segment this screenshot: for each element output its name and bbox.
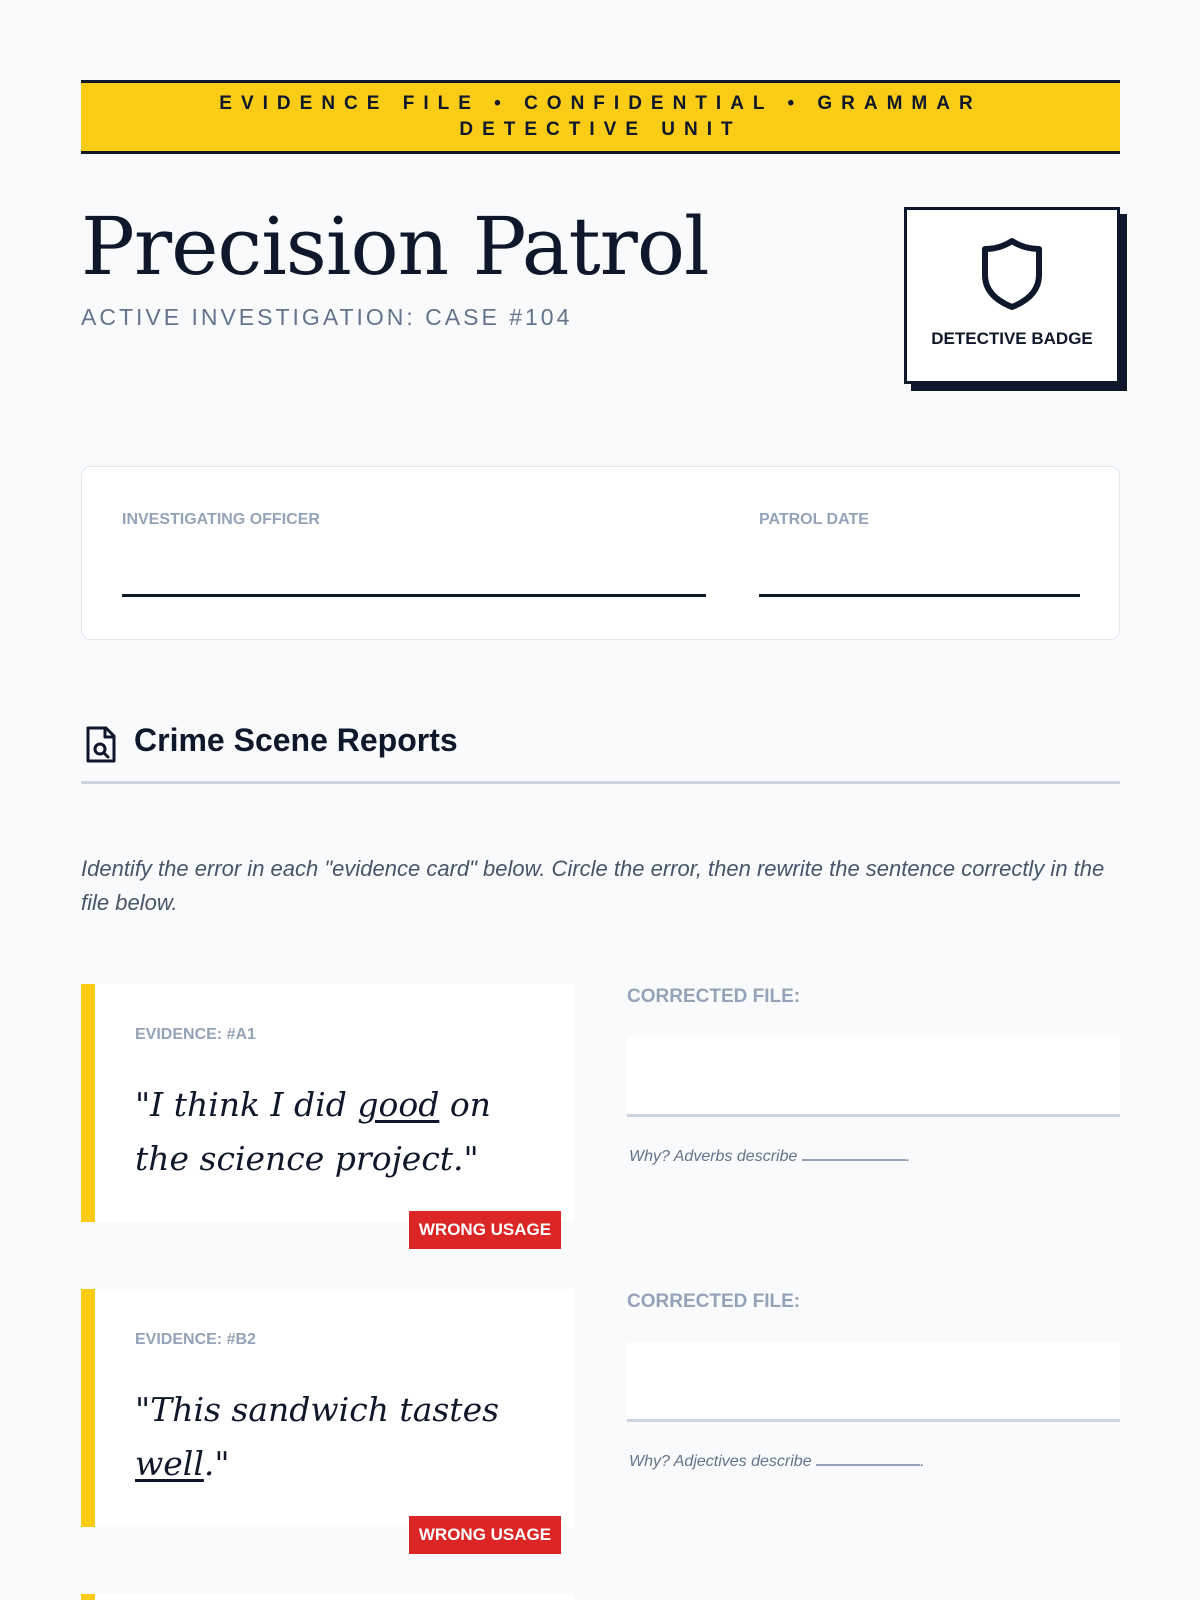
evidence-card xyxy=(81,1594,574,1600)
badge-card xyxy=(904,207,1120,384)
wrong-usage-stamp: WRONG USAGE xyxy=(409,1211,561,1249)
hint-text xyxy=(629,1452,925,1471)
detective-badge xyxy=(904,207,1120,384)
evidence-quote[interactable] xyxy=(135,1383,555,1491)
hint-blank[interactable] xyxy=(816,1452,920,1466)
case-subtitle: ACTIVE INVESTIGATION: CASE #104 xyxy=(81,304,573,330)
evidence-row xyxy=(81,1289,1120,1559)
confidential-banner xyxy=(81,80,1120,154)
corrected-file-label: CORRECTED FILE: xyxy=(627,986,801,1007)
date-field[interactable] xyxy=(759,594,1080,597)
quote-text: ." xyxy=(203,1444,230,1483)
evidence-card xyxy=(81,984,574,1239)
quote-text: "I think I did xyxy=(135,1085,358,1124)
instructions: Identify the error in each "evidence card" below. Circle the error, then rewrite the sentence correctly in the file below. xyxy=(81,856,1105,915)
section-title: Crime Scene Reports xyxy=(134,722,458,758)
corrected-file-input[interactable] xyxy=(627,1037,1120,1117)
officer-info-card xyxy=(81,466,1120,640)
quote-text: on the science project." xyxy=(135,1085,491,1178)
evidence-id: EVIDENCE: #B2 xyxy=(135,1331,256,1348)
quote-text: "This sandwich tastes xyxy=(135,1390,500,1429)
corrected-file-label: CORRECTED FILE: xyxy=(627,1291,801,1312)
hint-suffix: . xyxy=(920,1453,925,1470)
evidence-row-partial xyxy=(81,1594,1120,1600)
badge-label: DETECTIVE BADGE xyxy=(931,329,1093,348)
error-word[interactable]: well xyxy=(135,1444,204,1483)
evidence-row xyxy=(81,984,1120,1254)
file-search-icon xyxy=(83,725,119,765)
evidence-id: EVIDENCE: #A1 xyxy=(135,1026,256,1043)
evidence-card xyxy=(81,1289,574,1544)
evidence-quote[interactable] xyxy=(135,1078,555,1186)
hint-suffix: . xyxy=(905,1148,911,1165)
hint-blank[interactable] xyxy=(802,1147,906,1161)
shield-icon xyxy=(979,237,1045,311)
date-label: PATROL DATE xyxy=(759,511,869,528)
officer-label: INVESTIGATING OFFICER xyxy=(122,511,320,528)
hint-text xyxy=(629,1147,910,1166)
officer-field[interactable] xyxy=(122,594,706,597)
page-title: Precision Patrol xyxy=(81,200,709,293)
section-header xyxy=(81,722,1120,784)
hint-prefix: Why? Adverbs describe xyxy=(629,1148,802,1165)
corrected-file-input[interactable] xyxy=(627,1342,1120,1422)
hint-prefix: Why? Adjectives describe xyxy=(629,1453,817,1470)
wrong-usage-stamp: WRONG USAGE xyxy=(409,1516,561,1554)
banner-text: EVIDENCE FILE • CONFIDENTIAL • GRAMMAR DETECTIVE UNIT xyxy=(219,93,982,140)
error-word[interactable]: good xyxy=(357,1085,440,1124)
